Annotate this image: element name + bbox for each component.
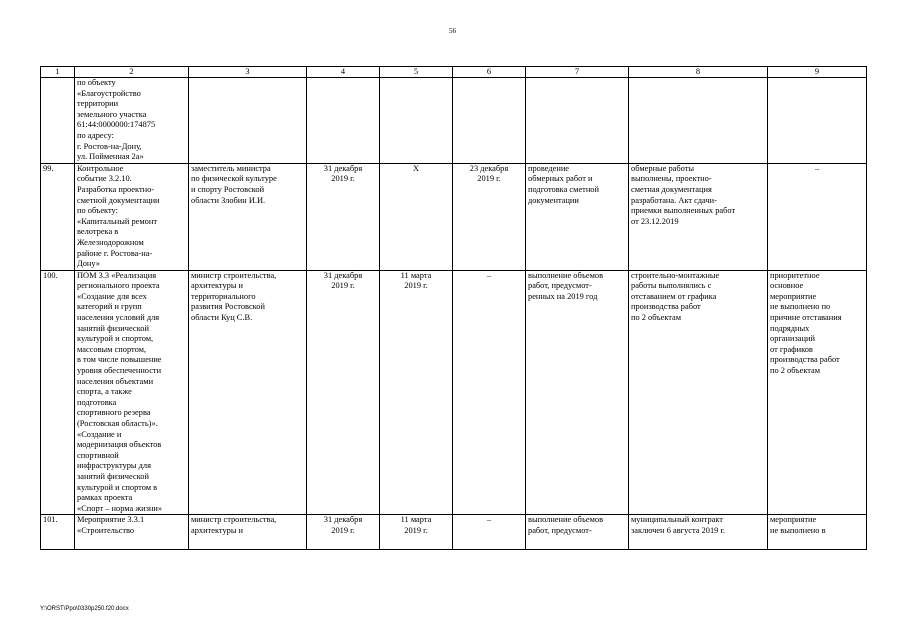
row-number: 100.: [41, 270, 75, 515]
header-cell: 8: [629, 67, 768, 78]
header-cell: 4: [307, 67, 380, 78]
planned-result: выполнение объемов работ, предусмот- ренных на 2019 год: [526, 270, 629, 515]
event-name: Контрольное событие 3.2.10. Разработка проектно- сметной документации по объекту: «Капитальный ремонт велотрека в Железнодорожном районе г. Ростова-на- Дону»: [75, 163, 189, 270]
table-row: [41, 515, 867, 550]
reasons: –: [768, 163, 867, 270]
actual-result: [629, 78, 768, 164]
table-row: [41, 163, 867, 270]
actual-result: строительно-монтажные работы выполнялись с отставанием от графика производства работ по 2 объектам: [629, 270, 768, 515]
table-header-row: [41, 67, 867, 78]
actual-result: муниципальный контракт заключен 6 августа 2019 г.: [629, 515, 768, 550]
row-number: [41, 78, 75, 164]
responsible: министр строительства, архитектуры и территориального развития Ростовской области Куц С.В.: [189, 270, 307, 515]
event-name: ПОМ 3.3 «Реализация регионального проекта «Создание для всех категорий и групп населения условий для занятий физической культурой и спортом, массовым спортом, в том числе повышение уровня обеспеченности населения объектами спорта, а также подготовка спортивного резерва (Ростовская область)». «Создание и модернизация объектов спортивной инфраструктуры для занятий физической культурой и спортом в рамках проекта «Спорт – норма жизни»: [75, 270, 189, 515]
header-cell: 5: [380, 67, 453, 78]
table-row: [41, 270, 867, 515]
page-number: 56: [449, 27, 456, 35]
event-name: Мероприятие 3.3.1 «Строительство: [75, 515, 189, 550]
planned-date: 31 декабря 2019 г.: [307, 163, 380, 270]
row-number: 101.: [41, 515, 75, 550]
header-cell: 1: [41, 67, 75, 78]
header-cell: 3: [189, 67, 307, 78]
responsible: министр строительства, архитектуры и: [189, 515, 307, 550]
header-cell: 7: [526, 67, 629, 78]
reasons: мероприятие не выполнено в: [768, 515, 867, 550]
actual-end: –: [453, 270, 526, 515]
responsible: [189, 78, 307, 164]
event-name: по объекту «Благоустройство территории земельного участка 61:44:0000000:174875 по адресу: г. Ростов-на-Дону, ул. Пойменная 2а»: [75, 78, 189, 164]
planned-date: 31 декабря 2019 г.: [307, 515, 380, 550]
planned-result: [526, 78, 629, 164]
table-row: [41, 78, 867, 164]
actual-end: [453, 78, 526, 164]
responsible: заместитель министра по физической культуре и спорту Ростовской области Злобин И.И.: [189, 163, 307, 270]
row-number: 99.: [41, 163, 75, 270]
reasons: [768, 78, 867, 164]
actual-result: обмерные работы выполнены, проектно- сметная документация разработана. Акт сдачи- приемки выполненных работ от 23.12.2019: [629, 163, 768, 270]
report-table: [40, 66, 867, 550]
actual-start: [380, 78, 453, 164]
actual-end: 23 декабря 2019 г.: [453, 163, 526, 270]
header-cell: 9: [768, 67, 867, 78]
file-path-footer: Y:\ORST\Ppo\0330p250.f20.docx: [40, 606, 129, 612]
actual-start: 11 марта 2019 г.: [380, 270, 453, 515]
reasons: приоритетное основное мероприятие не выполнено по причине отставания подрядных организаций от графиков производства работ по 2 объектам: [768, 270, 867, 515]
planned-date: 31 декабря 2019 г.: [307, 270, 380, 515]
header-cell: 6: [453, 67, 526, 78]
planned-result: выполнение объемов работ, предусмот-: [526, 515, 629, 550]
actual-start: X: [380, 163, 453, 270]
planned-result: проведение обмерных работ и подготовка сметной документации: [526, 163, 629, 270]
planned-date: [307, 78, 380, 164]
header-cell: 2: [75, 67, 189, 78]
actual-start: 11 марта 2019 г.: [380, 515, 453, 550]
actual-end: –: [453, 515, 526, 550]
